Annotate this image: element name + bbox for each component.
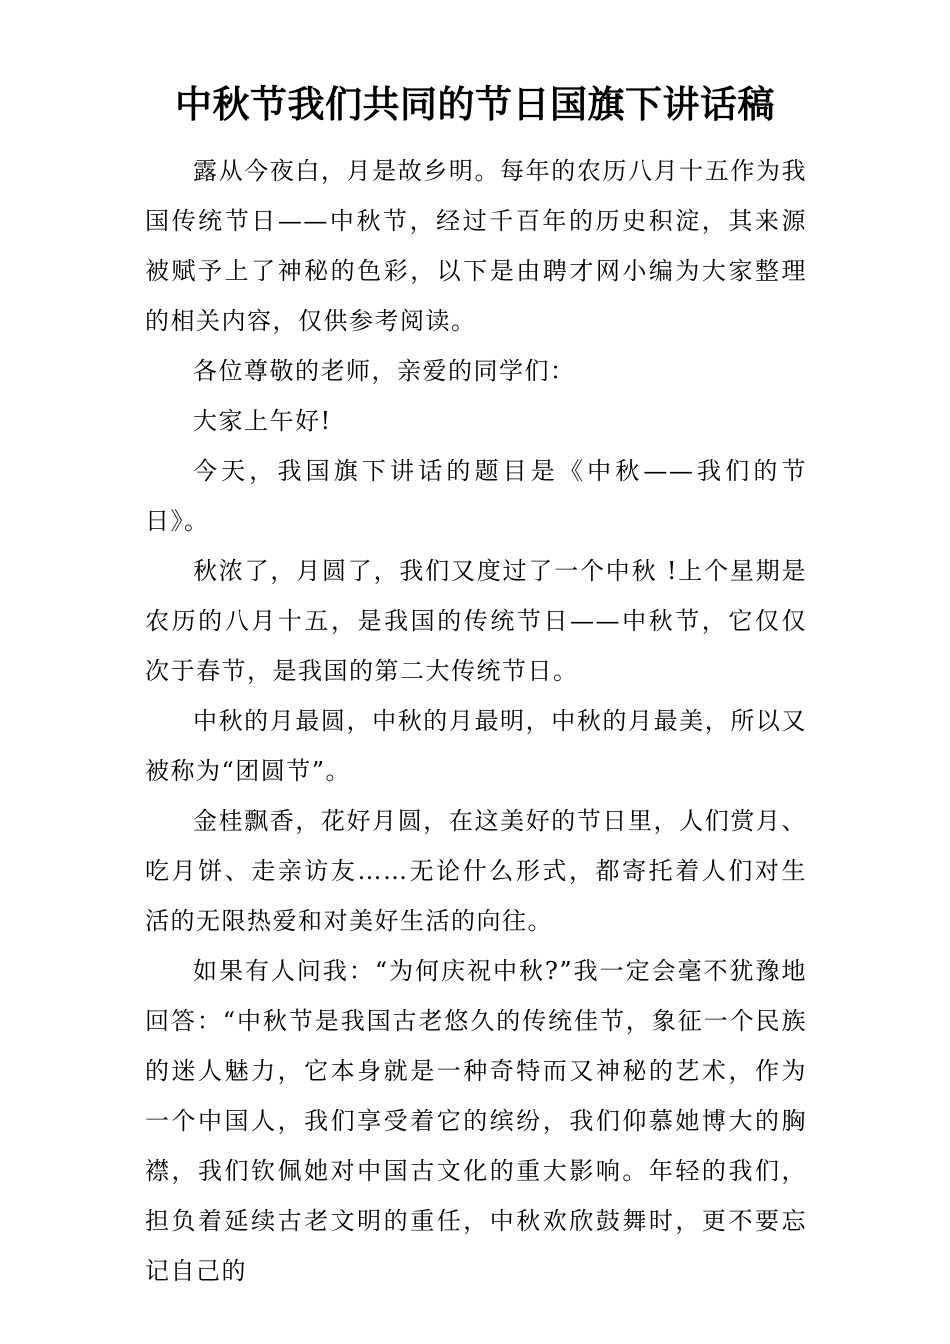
paragraph-why-celebrate: 如果有人问我：“为何庆祝中秋?”我一定会毫不犹豫地回答：“中秋节是我国古老悠久的传统佳节，象征一个民族的迷人魅力，它本身就是一种奇特而又神秘的艺术，作为一个中国人，我们享受着它的缤纷，我们仰慕她博大的胸襟，我们钦佩她对中国古文化的重大影响。年轻的我们，担负着延续古老文明的重任，中秋欢欣鼓舞时，更不要忘记自己的 [145,957,807,1285]
document-body [145,146,807,1296]
paragraph-intro: 露从今夜白，月是故乡明。每年的农历八月十五作为我国传统节日——中秋节，经过千百年的历史积淀，其来源被赋予上了神秘的色彩，以下是由聘才网小编为大家整理的相关内容，仅供参考阅读。 [145,157,807,335]
paragraph-customs: 金桂飘香，花好月圆，在这美好的节日里，人们赏月、吃月饼、走亲访友……无论什么形式，都寄托着人们对生活的无限热爱和对美好生活的向往。 [145,807,807,935]
paragraph-salutation: 各位尊敬的老师，亲爱的同学们： [193,357,576,385]
paragraph-autumn: 秋浓了，月圆了，我们又度过了一个中秋 !上个星期是农历的八月十五，是我国的传统节日——中秋节，它仅仅次于春节，是我国的第二大传统节日。 [145,557,807,685]
paragraph-moon: 中秋的月最圆，中秋的月最明，中秋的月最美，所以又被称为“团圆节”。 [145,707,807,785]
paragraph-greeting: 大家上午好! [193,407,332,435]
document-title: 中秋节我们共同的节日国旗下讲话稿 [175,83,775,126]
paragraph-topic: 今天，我国旗下讲话的题目是《中秋——我们的节日》。 [145,457,807,535]
